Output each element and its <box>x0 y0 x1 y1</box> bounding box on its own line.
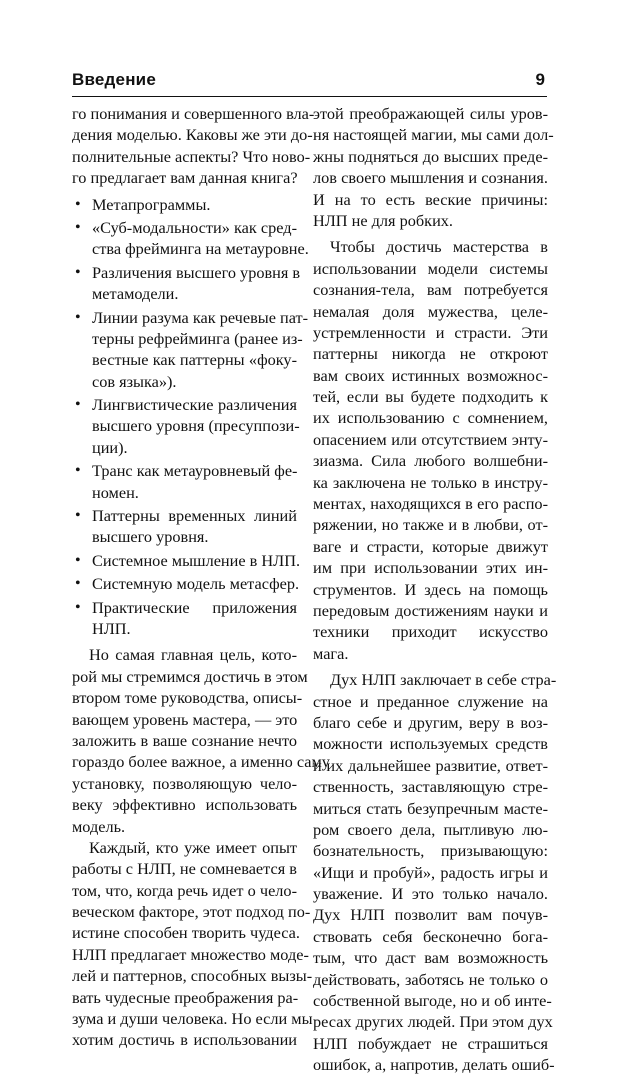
text-line: немалая доля мужества, целе- <box>313 301 548 321</box>
bullet-icon: • <box>75 551 81 569</box>
text-line: ственность, заставляющую стре- <box>313 777 548 797</box>
text-line: паттерны никогда не откроют <box>313 344 548 364</box>
list-item-text: Системную модель метасфер. <box>92 574 300 594</box>
text-line: Дух НЛП заключает в себе стра- <box>330 670 557 690</box>
text-line: модель. <box>72 816 126 836</box>
text-line: Но самая главная цель, кото- <box>89 645 297 665</box>
bullet-icon: • <box>75 462 81 480</box>
text-line: жны подняться до высших преде- <box>313 146 548 166</box>
text-line: веческом факторе, этот подход по- <box>72 902 311 922</box>
list-item <box>72 194 297 215</box>
list-item-text: Метапрограммы. <box>92 194 211 214</box>
running-header <box>72 70 547 94</box>
text-line: сознания-тела, вам потребуется <box>313 280 548 300</box>
text-line: Каждый, кто уже имеет опыт <box>89 837 297 857</box>
bullet-icon: • <box>75 308 81 326</box>
body-paragraph <box>313 103 554 231</box>
text-line: И на то есть веские причины: <box>313 189 548 209</box>
text-line: НЛП не для робких. <box>313 210 454 230</box>
text-line: «Ищи и пробуй», радость игры и <box>313 862 548 882</box>
list-item-text: вестные как паттерны «фоку- <box>92 350 297 370</box>
list-item-text: Системное мышление в НЛП. <box>92 550 301 570</box>
text-line: опасением или отсутствием энту- <box>313 429 548 449</box>
text-line: лов своего мышления и сознания. <box>313 168 548 188</box>
text-line: втором томе руководства, описы- <box>72 688 303 708</box>
text-line: благо себе и другим, веру в воз- <box>313 712 548 732</box>
text-line: ряжении, но также и в любви, от- <box>313 515 548 535</box>
text-line: вать чудесные преображения ра- <box>72 987 299 1007</box>
text-line: передовым достижениям науки и <box>313 600 548 620</box>
list-item-text: высшего уровня (пресуппози- <box>92 416 300 436</box>
bullet-icon: • <box>75 218 81 236</box>
list-item-text: Линии разума как речевые пат- <box>92 307 309 327</box>
body-paragraph <box>313 236 548 664</box>
list-item <box>72 262 301 305</box>
list-item-text: «Суб-модальности» как сред- <box>92 217 297 237</box>
text-line: хотим достичь в использовании <box>72 1030 297 1050</box>
text-line: истине способен творить чудеса. <box>72 923 300 943</box>
bullet-icon: • <box>75 507 81 525</box>
text-line: Чтобы достичь мастерства в <box>330 237 548 257</box>
list-item-text: Транс как метауровневый фе- <box>92 461 298 481</box>
text-line: ня настоящей магии, мы сами дол- <box>313 125 554 145</box>
chapter-title: Введение <box>72 70 156 89</box>
list-item-text: Различения высшего уровня в <box>92 262 301 282</box>
list-item-text: Лингвистические различения <box>92 395 297 415</box>
list-item-text: Паттерны временных линий <box>92 506 297 526</box>
intro-paragraph <box>72 103 315 189</box>
text-line: НЛП побуждает не страшиться <box>313 1033 548 1053</box>
text-line: рой мы стремимся достичь в этом <box>72 666 308 686</box>
text-line: гораздо более важное, а именно саму <box>72 752 330 772</box>
text-line: веку эффективно использовать <box>72 795 297 815</box>
text-line: мага. <box>313 643 349 663</box>
text-line: зиазма. Сила любого волшебни- <box>313 451 548 471</box>
text-line: стное и преданное служение на <box>313 691 548 711</box>
text-line: ошибок, а, напротив, делать ошиб- <box>313 1055 555 1075</box>
list-item <box>72 505 297 548</box>
text-line: их использованию с сомнением, <box>313 408 548 428</box>
text-line: техники приходит искусство <box>313 622 548 642</box>
list-item-text: Практические приложения <box>92 597 297 617</box>
body-paragraph <box>313 669 557 1075</box>
list-item <box>72 597 297 640</box>
bullet-icon: • <box>75 575 81 593</box>
list-item-text: терны рефрейминга (ранее из- <box>92 328 303 348</box>
list-item-text: ции). <box>92 437 128 457</box>
list-item <box>72 394 300 458</box>
list-item <box>72 460 297 503</box>
text-line: го понимания и совершенного вла- <box>72 104 315 123</box>
list-item <box>72 550 301 571</box>
text-line: ка заключена не только в инстру- <box>313 472 548 492</box>
text-line: полнительные аспекты? Что ново- <box>72 146 311 166</box>
text-line: зума и души человека. Но если мы <box>72 1009 313 1029</box>
text-line: вающем уровень мастера, — это <box>72 709 298 729</box>
text-line: работы с НЛП, не сомневается в <box>72 859 297 879</box>
text-line: Дух НЛП позволит вам почув- <box>313 905 548 925</box>
text-line: уважение. И это только начало. <box>313 884 548 904</box>
bullet-icon: • <box>75 396 81 414</box>
bullet-icon: • <box>75 263 81 281</box>
bullet-icon: • <box>75 598 81 616</box>
page-number: 9 <box>535 70 545 89</box>
text-line: вам своих истинных возможнос- <box>313 365 548 385</box>
text-line: им при использовании этих ин- <box>313 558 548 578</box>
body-paragraph <box>72 644 330 837</box>
text-line: можности используемых средств <box>313 734 548 754</box>
text-line: этой преображающей силы уров- <box>313 104 548 123</box>
text-line: ваге и страсти, которые движут <box>313 536 548 556</box>
text-line: собственной выгоде, но и об инте- <box>313 991 552 1011</box>
text-line: установку, позволяющую чело- <box>72 773 297 793</box>
text-line: ресах других людей. При этом дух <box>313 1012 553 1032</box>
text-line: том, что, когда речь идет о чело- <box>72 880 297 900</box>
text-line: струментов. И здесь на помощь <box>313 579 548 599</box>
list-item-text: НЛП. <box>92 618 131 638</box>
list-item-text: метамодели. <box>92 284 179 304</box>
bullet-icon: • <box>75 195 81 213</box>
text-line: бознательность, призывающую: <box>313 841 548 861</box>
list-item <box>72 573 300 594</box>
list-item <box>72 217 309 260</box>
text-line: НЛП предлагает множество моде- <box>72 944 309 964</box>
list-item <box>72 307 309 393</box>
text-line: тей, если вы будете подходить к <box>313 387 548 407</box>
text-line: ментах, находящихся в его распо- <box>313 494 548 514</box>
left-column <box>72 103 330 1051</box>
list-item-text: сов языка»). <box>92 371 177 391</box>
list-item-text: высшего уровня. <box>92 527 209 547</box>
bullet-list <box>72 194 309 640</box>
text-line: го предлагает вам данная книга? <box>72 168 298 188</box>
text-line: ствовать себя бесконечно бога- <box>313 926 548 946</box>
text-line: тым, что даст вам возможность <box>313 948 548 968</box>
text-line: ром своего дела, пытливую лю- <box>313 819 548 839</box>
header-rule <box>72 96 547 97</box>
text-line: лей и паттернов, способных вызы- <box>72 966 313 986</box>
text-line: миться стать безупречным масте- <box>313 798 548 818</box>
right-column <box>313 103 557 1076</box>
text-line: заложить в ваше сознание нечто <box>72 730 297 750</box>
text-line: и их дальнейшее развитие, ответ- <box>313 755 548 775</box>
text-line: действовать, заботясь не только о <box>313 969 548 989</box>
text-line: использовании модели системы <box>313 258 548 278</box>
text-line: устремленности и страсти. Эти <box>313 322 548 342</box>
list-item-text: ства фрейминга на метауровне. <box>92 239 309 259</box>
body-paragraph <box>72 837 313 1051</box>
text-line: дения моделью. Каковы же эти до- <box>72 125 313 145</box>
list-item-text: номен. <box>92 482 139 502</box>
